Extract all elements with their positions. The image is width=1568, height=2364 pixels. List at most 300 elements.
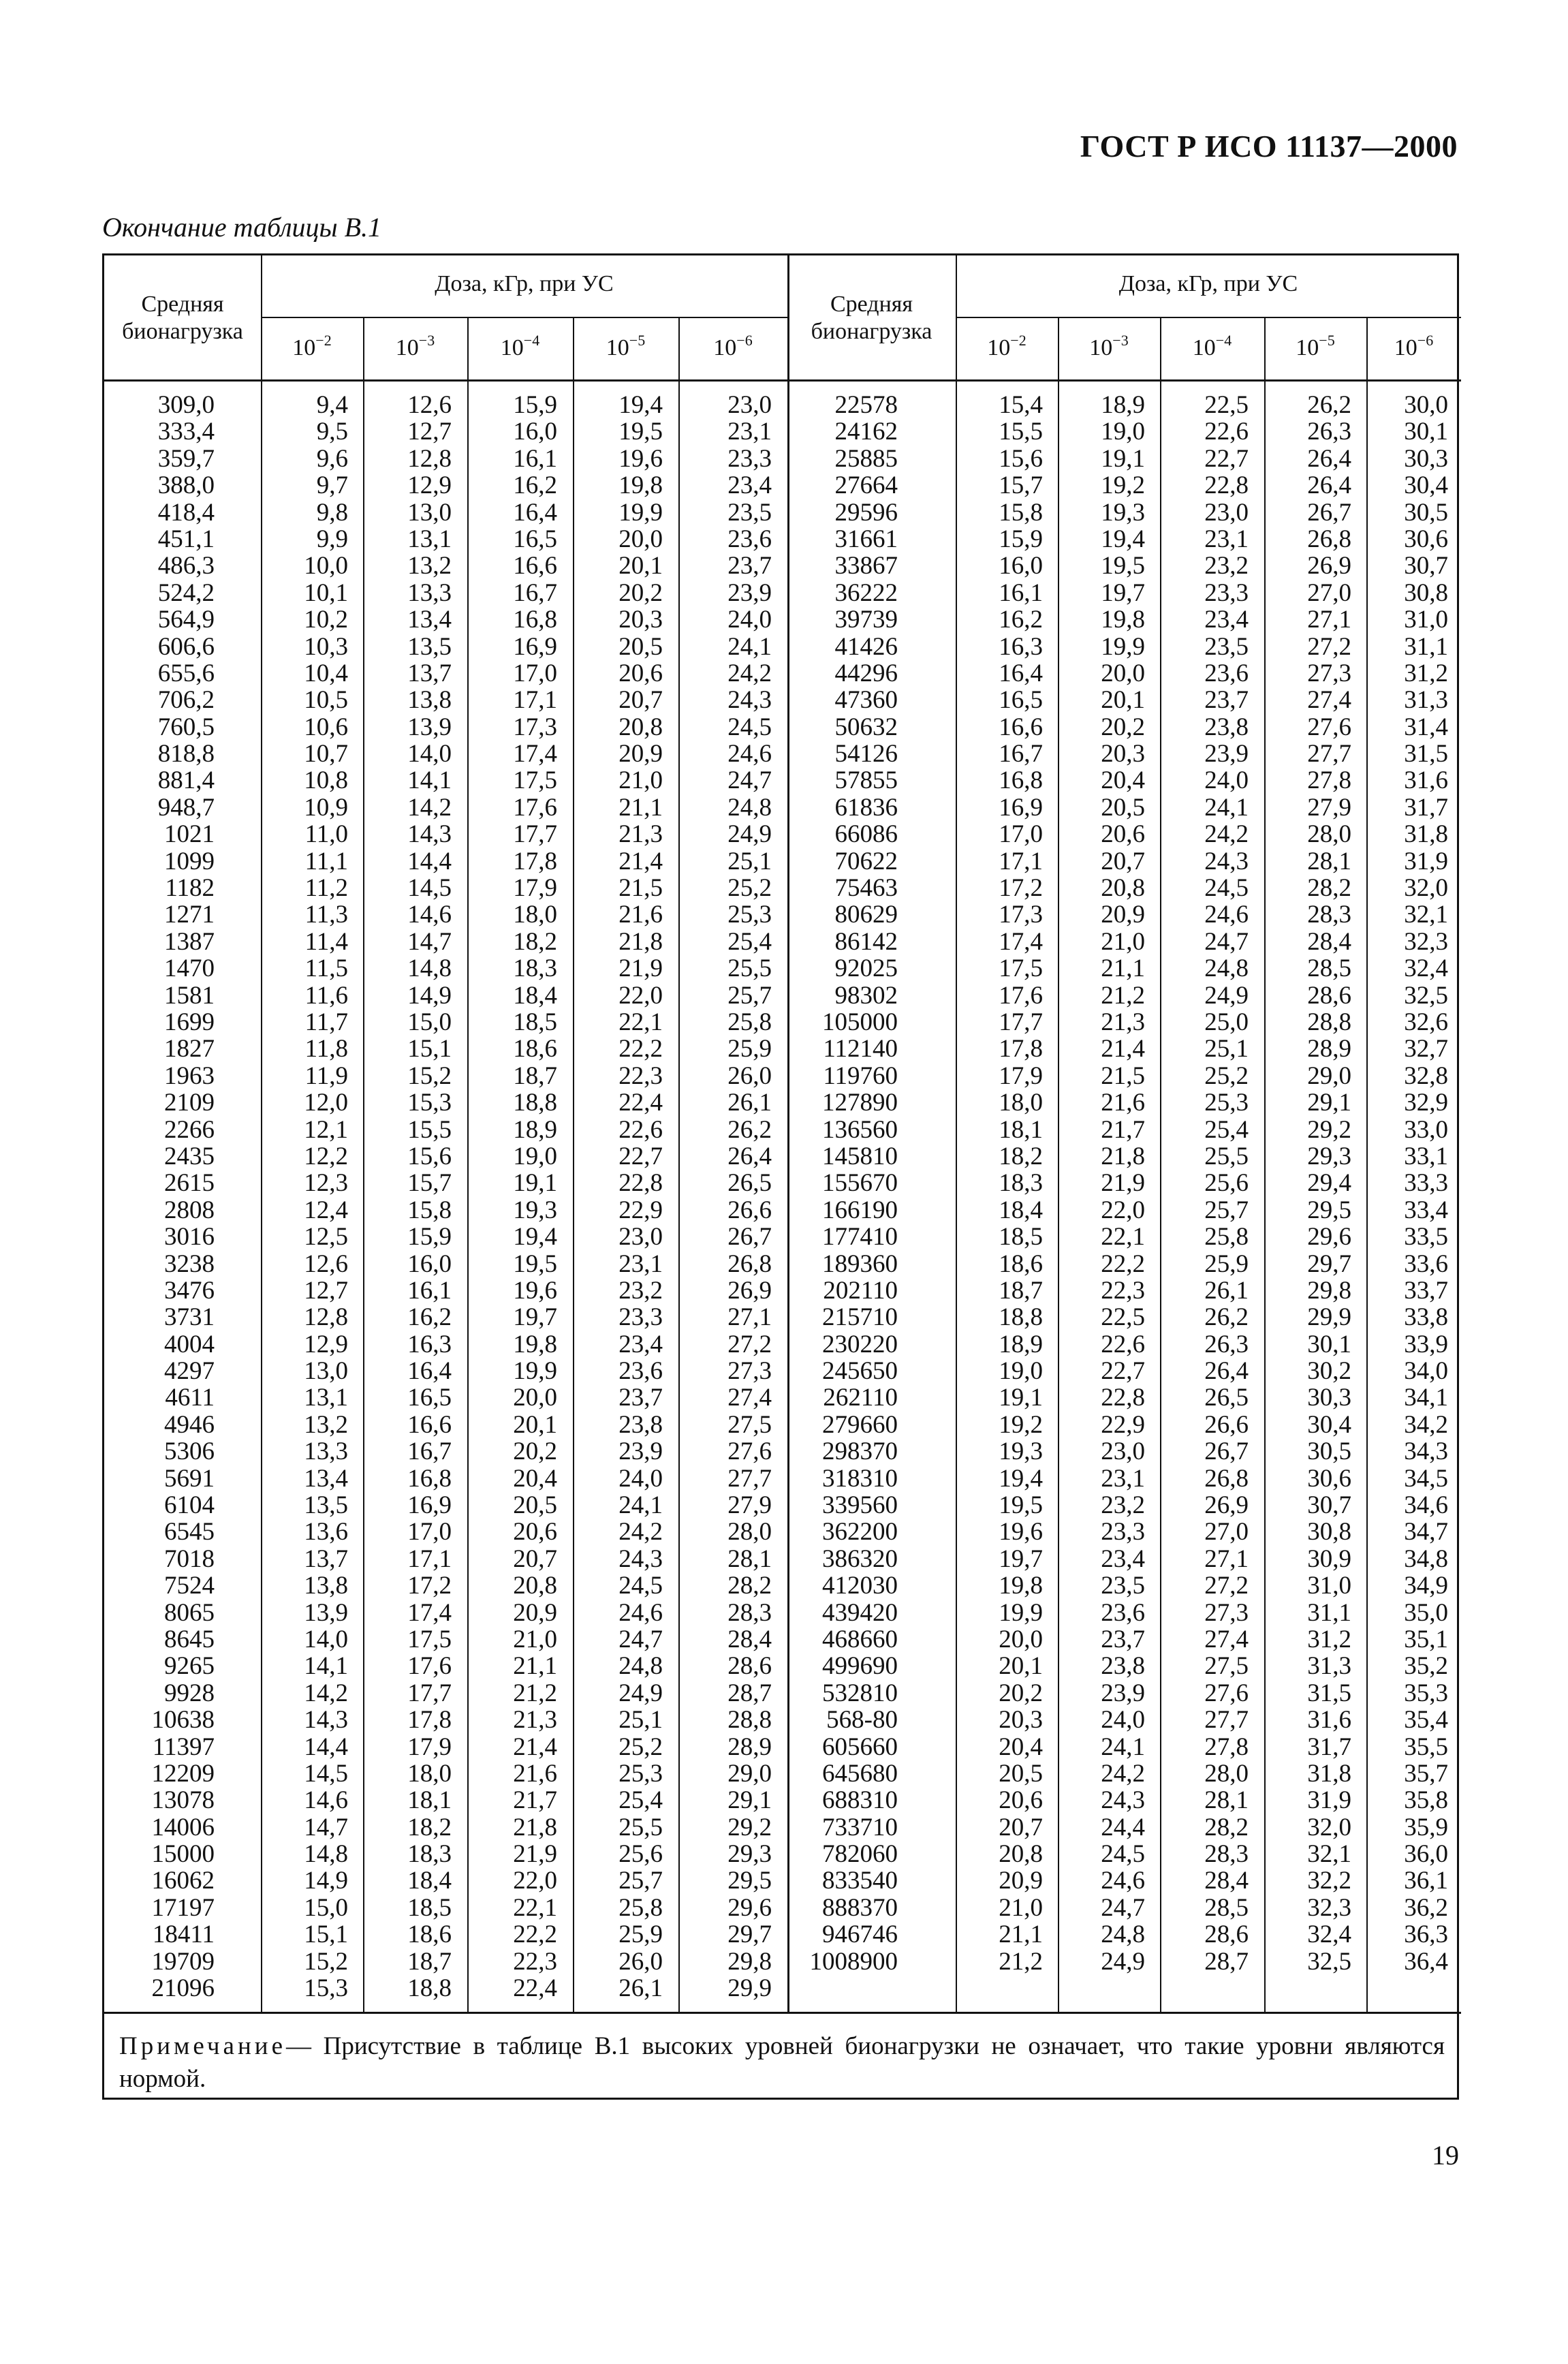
table-cell: 25,7 (1204, 1196, 1249, 1224)
table-cell: 9,7 (316, 471, 348, 500)
table-cell: 14,8 (407, 954, 452, 983)
table-cell: 28,1 (1204, 1786, 1249, 1815)
table-cell: 20,7 (999, 1813, 1043, 1841)
table-cell: 606,6 (157, 632, 215, 661)
standard-designation: ГОСТ Р ИСО 11137—2000 (1080, 129, 1458, 164)
table-cell: 14,8 (304, 1840, 348, 1869)
table-cell: 27,9 (727, 1491, 772, 1520)
table-cell: 25,8 (1204, 1223, 1249, 1251)
table-cell: 14006 (151, 1813, 215, 1841)
table-cell: 31,6 (1307, 1706, 1351, 1735)
table-cell: 19,8 (999, 1572, 1043, 1600)
table-cell: 20,1 (1101, 686, 1145, 715)
table-cell: 27,5 (1204, 1652, 1249, 1681)
table-cell: 35,5 (1404, 1732, 1448, 1761)
table-cell: 20,0 (618, 525, 663, 553)
table-cell: 10638 (151, 1706, 215, 1735)
table-cell: 54126 (834, 740, 898, 768)
table-cell: 18,0 (513, 901, 557, 929)
table-cell: 524,2 (157, 578, 215, 607)
table-cell: 21,2 (999, 1947, 1043, 1976)
table-cell: 23,2 (1204, 552, 1249, 580)
table-cell: 339560 (822, 1491, 898, 1520)
table-cell: 14,3 (407, 820, 452, 849)
table-cell: 21,0 (999, 1893, 1043, 1922)
rule (261, 317, 787, 318)
table-cell: 760,5 (157, 713, 215, 741)
table-cell: 13,6 (304, 1518, 348, 1546)
table-cell: 16,4 (999, 659, 1043, 687)
table-cell: 25,4 (618, 1786, 663, 1815)
table-cell: 20,9 (513, 1598, 557, 1627)
table-cell: 23,1 (727, 418, 772, 446)
table-cell: 24,1 (1204, 793, 1249, 822)
table-cell: 15,4 (999, 391, 1043, 419)
table-cell: 17,4 (407, 1598, 452, 1627)
table-cell: 26,1 (727, 1089, 772, 1117)
sal-base: 10 (606, 335, 629, 360)
table-cell: 13,1 (304, 1384, 348, 1412)
sal-base: 10 (987, 335, 1011, 360)
table-cell: 105000 (822, 1008, 898, 1036)
table-cell: 23,8 (1204, 713, 1249, 741)
table-cell: 20,3 (1101, 740, 1145, 768)
left-dose-column (261, 392, 348, 2002)
table-cell: 24,6 (727, 740, 772, 768)
sal-header (573, 332, 678, 362)
table-cell: 21,8 (513, 1813, 557, 1841)
table-cell: 12,6 (407, 391, 452, 419)
table-cell: 23,3 (727, 444, 772, 473)
table-cell: 26,0 (727, 1061, 772, 1090)
table-cell: 21,1 (999, 1920, 1043, 1949)
table-cell: 4946 (164, 1410, 215, 1439)
table-cell: 24,9 (1204, 981, 1249, 1010)
table-cell: 22,2 (1101, 1249, 1145, 1278)
table-cell: 27664 (834, 471, 898, 500)
table-cell: 19,5 (513, 1249, 557, 1278)
table-cell: 24,3 (618, 1544, 663, 1573)
table-cell: 22,3 (618, 1061, 663, 1090)
table-cell: 23,8 (618, 1410, 663, 1439)
table-cell: 22,4 (618, 1089, 663, 1117)
table-cell: 16,6 (999, 713, 1043, 741)
table-cell: 19,4 (1101, 525, 1145, 553)
sal-exponent: −2 (1010, 332, 1026, 349)
sal-base: 10 (1089, 335, 1113, 360)
table-cell: 31,0 (1307, 1572, 1351, 1600)
table-cell: 26,5 (727, 1169, 772, 1198)
table-cell: 25,4 (1204, 1115, 1249, 1144)
table-cell: 215710 (822, 1303, 898, 1332)
table-cell: 9265 (164, 1652, 215, 1681)
table-cell: 33,5 (1404, 1223, 1448, 1251)
right-bioburden-column (787, 392, 898, 1975)
table-cell: 22,5 (1204, 391, 1249, 419)
table-cell: 23,4 (727, 471, 772, 500)
table-cell: 18,7 (513, 1061, 557, 1090)
table-cell: 36,3 (1404, 1920, 1448, 1949)
table-cell: 8645 (164, 1625, 215, 1653)
table-cell: 36,4 (1404, 1947, 1448, 1976)
table-cell: 16,1 (513, 444, 557, 473)
table-cell: 318310 (822, 1464, 898, 1493)
table-cell: 24,6 (1204, 901, 1249, 929)
sal-base: 10 (1296, 335, 1319, 360)
table-cell: 44296 (834, 659, 898, 687)
table-cell: 21,9 (513, 1840, 557, 1869)
table-cell: 362200 (822, 1518, 898, 1546)
table-cell: 28,0 (1204, 1759, 1249, 1788)
table-cell: 21,4 (618, 847, 663, 875)
table-cell: 20,2 (999, 1679, 1043, 1707)
table-cell: 29,7 (1307, 1249, 1351, 1278)
table-cell: 32,9 (1404, 1089, 1448, 1117)
table-cell: 28,8 (727, 1706, 772, 1735)
table-cell: 30,3 (1404, 444, 1448, 473)
table-cell: 333,4 (157, 418, 215, 446)
table-cell: 20,4 (1101, 766, 1145, 795)
table-cell: 22,1 (618, 1008, 663, 1036)
table-cell: 23,0 (1204, 498, 1249, 527)
note-text: — Присутствие в таблице В.1 высоких уровней бионагрузки не означает, что такие уровни являются нормой. (119, 2032, 1445, 2093)
table-cell: 19,3 (513, 1196, 557, 1224)
table-cell: 27,6 (1307, 713, 1351, 741)
table-cell: 20,7 (618, 686, 663, 715)
table-cell: 17,8 (513, 847, 557, 875)
table-cell: 12,9 (304, 1330, 348, 1358)
table-cell: 25,7 (618, 1867, 663, 1895)
table-cell: 27,3 (727, 1357, 772, 1386)
table-cell: 22,2 (513, 1920, 557, 1949)
table-cell: 18,0 (407, 1759, 452, 1788)
table-cell: 22,8 (1101, 1384, 1145, 1412)
table-cell: 1021 (164, 820, 215, 849)
table-cell: 14,3 (304, 1706, 348, 1735)
table-cell: 23,4 (1101, 1544, 1145, 1573)
table-cell: 24,9 (1101, 1947, 1145, 1976)
dose-table (102, 253, 1459, 2100)
sal-header (678, 332, 787, 362)
table-cell: 15,7 (407, 1169, 452, 1198)
table-cell: 17,6 (407, 1652, 452, 1681)
table-cell: 1182 (165, 874, 215, 903)
table-cell: 10,4 (304, 659, 348, 687)
table-cell: 25885 (834, 444, 898, 473)
table-cell: 27,8 (1307, 766, 1351, 795)
table-cell: 28,2 (727, 1572, 772, 1600)
table-cell: 20,0 (1101, 659, 1145, 687)
table-cell: 23,6 (618, 1357, 663, 1386)
table-cell: 29,0 (727, 1759, 772, 1788)
table-cell: 12,9 (407, 471, 452, 500)
table-cell: 29,9 (1307, 1303, 1351, 1332)
table-cell: 486,3 (157, 552, 215, 580)
table-cell: 29,2 (727, 1813, 772, 1841)
table-cell: 33,4 (1404, 1196, 1448, 1224)
table-cell: 16,1 (999, 578, 1043, 607)
table-cell: 29,8 (727, 1947, 772, 1976)
table-cell: 13,3 (304, 1437, 348, 1466)
table-cell: 19,2 (1101, 471, 1145, 500)
table-cell: 7524 (164, 1572, 215, 1600)
table-cell: 230220 (822, 1330, 898, 1358)
table-cell: 17,2 (407, 1572, 452, 1600)
table-cell: 21,5 (618, 874, 663, 903)
table-cell: 10,2 (304, 606, 348, 634)
table-cell: 26,4 (727, 1142, 772, 1170)
table-cell: 18,9 (513, 1115, 557, 1144)
table-cell: 32,4 (1307, 1920, 1351, 1949)
table-cell: 16,2 (999, 606, 1043, 634)
table-cell: 28,4 (1204, 1867, 1249, 1895)
table-cell: 26,7 (727, 1223, 772, 1251)
table-cell: 29,5 (1307, 1196, 1351, 1224)
table-cell: 24,0 (618, 1464, 663, 1493)
table-cell: 22,8 (1204, 471, 1249, 500)
table-cell: 28,0 (1307, 820, 1351, 849)
table-cell: 25,9 (618, 1920, 663, 1949)
table-cell: 13,0 (304, 1357, 348, 1386)
table-cell: 20,8 (618, 713, 663, 741)
table-cell: 22,8 (618, 1169, 663, 1198)
left-dose-column (678, 392, 772, 2002)
table-cell: 10,9 (304, 793, 348, 822)
table-cell: 32,5 (1404, 981, 1448, 1010)
table-cell: 24,1 (618, 1491, 663, 1520)
header-rule (104, 379, 1461, 382)
table-cell: 25,6 (1204, 1169, 1249, 1198)
table-cell: 5691 (164, 1464, 215, 1493)
table-cell: 30,1 (1404, 418, 1448, 446)
table-cell: 20,8 (999, 1840, 1043, 1869)
table-cell: 22,4 (513, 1974, 557, 2003)
table-cell: 15,8 (407, 1196, 452, 1224)
table-cell: 20,8 (1101, 874, 1145, 903)
table-cell: 27,6 (1204, 1679, 1249, 1707)
table-cell: 20,3 (999, 1706, 1043, 1735)
table-cell: 18,8 (407, 1974, 452, 2003)
table-cell: 15,9 (407, 1223, 452, 1251)
table-cell: 568-80 (826, 1706, 898, 1735)
table-cell: 57855 (834, 766, 898, 795)
table-cell: 388,0 (157, 471, 215, 500)
table-cell: 948,7 (157, 793, 215, 822)
table-cell: 10,8 (304, 766, 348, 795)
table-cell: 7018 (164, 1544, 215, 1573)
table-cell: 14,4 (407, 847, 452, 875)
table-cell: 23,9 (1204, 740, 1249, 768)
table-cell: 23,3 (1101, 1518, 1145, 1546)
table-cell: 468660 (822, 1625, 898, 1653)
table-cell: 418,4 (157, 498, 215, 527)
table-cell: 19,8 (1101, 606, 1145, 634)
table-cell: 17,1 (407, 1544, 452, 1573)
table-cell: 14,0 (304, 1625, 348, 1653)
table-cell: 17,9 (999, 1061, 1043, 1090)
table-cell: 19,0 (513, 1142, 557, 1170)
table-cell: 14,6 (407, 901, 452, 929)
table-cell: 27,5 (727, 1410, 772, 1439)
table-cell: 75463 (834, 874, 898, 903)
table-cell: 10,1 (304, 578, 348, 607)
table-cell: 17,3 (513, 713, 557, 741)
table-cell: 61836 (834, 793, 898, 822)
table-cell: 20,1 (513, 1410, 557, 1439)
table-cell: 499690 (822, 1652, 898, 1681)
table-cell: 23,3 (618, 1303, 663, 1332)
table-cell: 24,7 (618, 1625, 663, 1653)
table-cell: 20,5 (999, 1759, 1043, 1788)
table-cell: 564,9 (157, 606, 215, 634)
table-cell: 26,1 (1204, 1276, 1249, 1305)
table-cell: 19,7 (999, 1544, 1043, 1573)
table-cell: 888370 (822, 1893, 898, 1922)
table-cell: 20,6 (618, 659, 663, 687)
table-cell: 32,3 (1404, 927, 1448, 956)
table-cell: 31,2 (1404, 659, 1448, 687)
table-cell: 13,5 (304, 1491, 348, 1520)
table-cell: 16,8 (407, 1464, 452, 1493)
table-cell: 30,4 (1404, 471, 1448, 500)
table-cell: 605660 (822, 1732, 898, 1761)
table-cell: 24,1 (727, 632, 772, 661)
table-cell: 11,0 (304, 820, 348, 849)
table-cell: 27,1 (727, 1303, 772, 1332)
table-cell: 23,6 (1101, 1598, 1145, 1627)
table-cell: 34,9 (1404, 1572, 1448, 1600)
table-cell: 298370 (822, 1437, 898, 1466)
table-cell: 13,8 (304, 1572, 348, 1600)
table-cell: 27,4 (1204, 1625, 1249, 1653)
table-cell: 1387 (164, 927, 215, 956)
sal-exponent: −4 (1215, 332, 1232, 349)
table-cell: 16,2 (513, 471, 557, 500)
table-cell: 18,5 (513, 1008, 557, 1036)
table-cell: 22,6 (1101, 1330, 1145, 1358)
table-cell: 22,7 (1101, 1357, 1145, 1386)
table-cell: 35,4 (1404, 1706, 1448, 1735)
table-cell: 24,9 (727, 820, 772, 849)
table-cell: 33,6 (1404, 1249, 1448, 1278)
table-cell: 19,0 (999, 1357, 1043, 1386)
table-cell: 16,6 (513, 552, 557, 580)
table-cell: 20,1 (999, 1652, 1043, 1681)
table-cell: 12,4 (304, 1196, 348, 1224)
sal-header (1366, 332, 1461, 362)
table-cell: 35,9 (1404, 1813, 1448, 1841)
table-cell: 14,5 (407, 874, 452, 903)
table-cell: 50632 (834, 713, 898, 741)
table-cell: 11,7 (304, 1008, 348, 1036)
table-cell: 29596 (834, 498, 898, 527)
table-cell: 21,8 (618, 927, 663, 956)
table-cell: 26,3 (1307, 418, 1351, 446)
table-cell: 23,2 (1101, 1491, 1145, 1520)
table-cell: 28,7 (727, 1679, 772, 1707)
table-cell: 19,4 (618, 391, 663, 419)
table-cell: 28,3 (1204, 1840, 1249, 1869)
table-cell: 30,9 (1307, 1544, 1351, 1573)
table-cell: 31,1 (1307, 1598, 1351, 1627)
table-cell: 12,5 (304, 1223, 348, 1251)
table-cell: 24,5 (727, 713, 772, 741)
table-cell: 23,7 (1101, 1625, 1145, 1653)
table-cell: 26,4 (1307, 471, 1351, 500)
table-cell: 20,2 (1101, 713, 1145, 741)
table-cell: 18,9 (999, 1330, 1043, 1358)
table-cell: 31,5 (1404, 740, 1448, 768)
table-cell: 19,5 (999, 1491, 1043, 1520)
table-cell: 645680 (822, 1759, 898, 1788)
table-cell: 25,1 (1204, 1035, 1249, 1063)
table-cell: 28,7 (1204, 1947, 1249, 1976)
table-cell: 17,0 (999, 820, 1043, 849)
table-cell: 32,2 (1307, 1867, 1351, 1895)
table-cell: 20,9 (618, 740, 663, 768)
table-cell: 17,9 (513, 874, 557, 903)
table-cell: 26,9 (1307, 552, 1351, 580)
table-cell: 19,7 (513, 1303, 557, 1332)
table-cell: 881,4 (157, 766, 215, 795)
table-cell: 23,5 (1204, 632, 1249, 661)
table-cell: 17,0 (407, 1518, 452, 1546)
table-cell: 2615 (164, 1169, 215, 1198)
table-cell: 26,5 (1204, 1384, 1249, 1412)
table-cell: 17,7 (513, 820, 557, 849)
sal-header (1264, 332, 1366, 362)
table-cell: 17,0 (513, 659, 557, 687)
table-cell: 22,0 (1101, 1196, 1145, 1224)
table-cell: 12,8 (304, 1303, 348, 1332)
table-cell: 21,6 (1101, 1089, 1145, 1117)
table-cell: 17,2 (999, 874, 1043, 903)
table-cell: 14,0 (407, 740, 452, 768)
table-cell: 17,3 (999, 901, 1043, 929)
table-cell: 14,9 (304, 1867, 348, 1895)
table-cell: 31,4 (1404, 713, 1448, 741)
table-cell: 262110 (823, 1384, 898, 1412)
table-cell: 10,6 (304, 713, 348, 741)
right-dose-column (1058, 392, 1145, 1975)
table-cell: 25,2 (618, 1732, 663, 1761)
table-cell: 19,3 (999, 1437, 1043, 1466)
table-cell: 25,3 (618, 1759, 663, 1788)
table-cell: 15,9 (513, 391, 557, 419)
table-cell: 27,1 (1307, 606, 1351, 634)
table-cell: 33,1 (1404, 1142, 1448, 1170)
table-cell: 18,7 (407, 1947, 452, 1976)
right-dose-column (1160, 392, 1249, 1975)
table-cell: 18,4 (513, 981, 557, 1010)
table-cell: 19,5 (1101, 552, 1145, 580)
table-cell: 24,8 (1204, 954, 1249, 983)
rule (956, 317, 1461, 318)
table-cell: 25,7 (727, 981, 772, 1010)
table-cell: 35,7 (1404, 1759, 1448, 1788)
table-cell: 1470 (164, 954, 215, 983)
table-cell: 34,3 (1404, 1437, 1448, 1466)
table-cell: 14,6 (304, 1786, 348, 1815)
table-cell: 15,2 (304, 1947, 348, 1976)
table-cell: 23,0 (727, 391, 772, 419)
table-cell: 22,1 (1101, 1223, 1145, 1251)
table-cell: 13,0 (407, 498, 452, 527)
table-cell: 3476 (164, 1276, 215, 1305)
sal-header (1160, 332, 1264, 362)
table-cell: 27,6 (727, 1437, 772, 1466)
table-cell: 18,3 (407, 1840, 452, 1869)
